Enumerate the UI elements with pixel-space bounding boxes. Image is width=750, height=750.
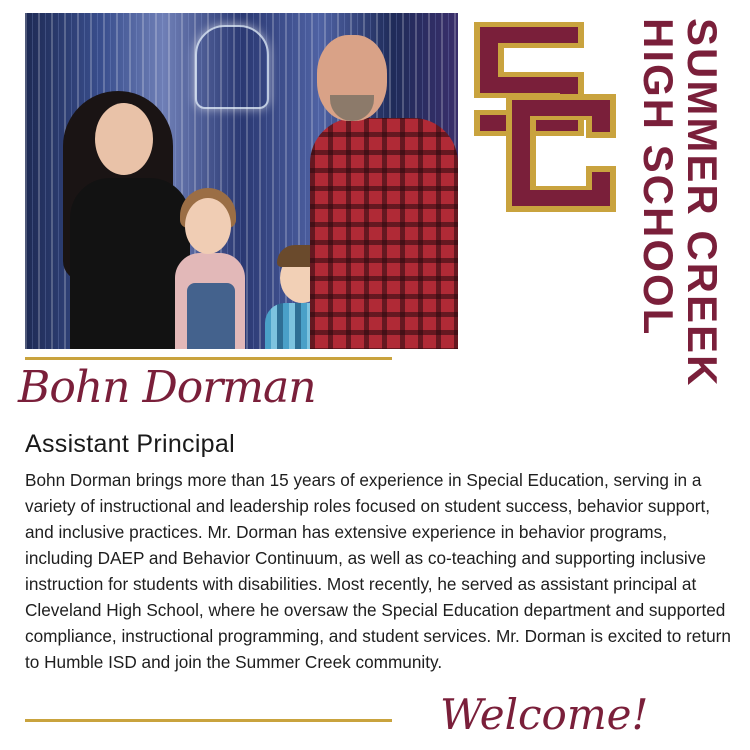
person-woman-face bbox=[95, 103, 153, 175]
school-name-line-1: SUMMER CREEK bbox=[679, 18, 726, 388]
person-name: Bohn Dorman bbox=[18, 362, 316, 413]
person-bio: Bohn Dorman brings more than 15 years of experience in Special Education, serving in a variety of instructional and leadership roles focused on student success, behavior support, and inclusive practices. Mr. Dorman has extensive experience in behavior programs, including DAEP and Behavior Continuum, as well as co-teaching and supporting inclusive instruction for students with disabilities. Most recently, he served as assistant principal at Cleveland High School, where he oversaw the Special Education department and supported compliance, instructional programming, and student services. Mr. Dorman is excited to return to Humble ISD and join the Summer Creek community. bbox=[25, 470, 731, 672]
person-title: Assistant Principal bbox=[25, 430, 235, 458]
school-logo-icon bbox=[470, 16, 620, 216]
divider-top bbox=[25, 357, 392, 360]
profile-photo bbox=[25, 13, 458, 349]
school-name-line-2: HIGH SCHOOL bbox=[635, 18, 682, 337]
welcome-text: Welcome! bbox=[440, 690, 649, 739]
person-girl-overalls bbox=[187, 283, 235, 349]
person-woman-body bbox=[70, 178, 190, 349]
person-man-body bbox=[310, 118, 458, 349]
logo-letter-c bbox=[506, 94, 616, 212]
person-girl-face bbox=[185, 198, 231, 254]
school-name-vertical bbox=[632, 18, 724, 458]
divider-bottom bbox=[25, 719, 392, 722]
neon-sign bbox=[195, 25, 269, 109]
